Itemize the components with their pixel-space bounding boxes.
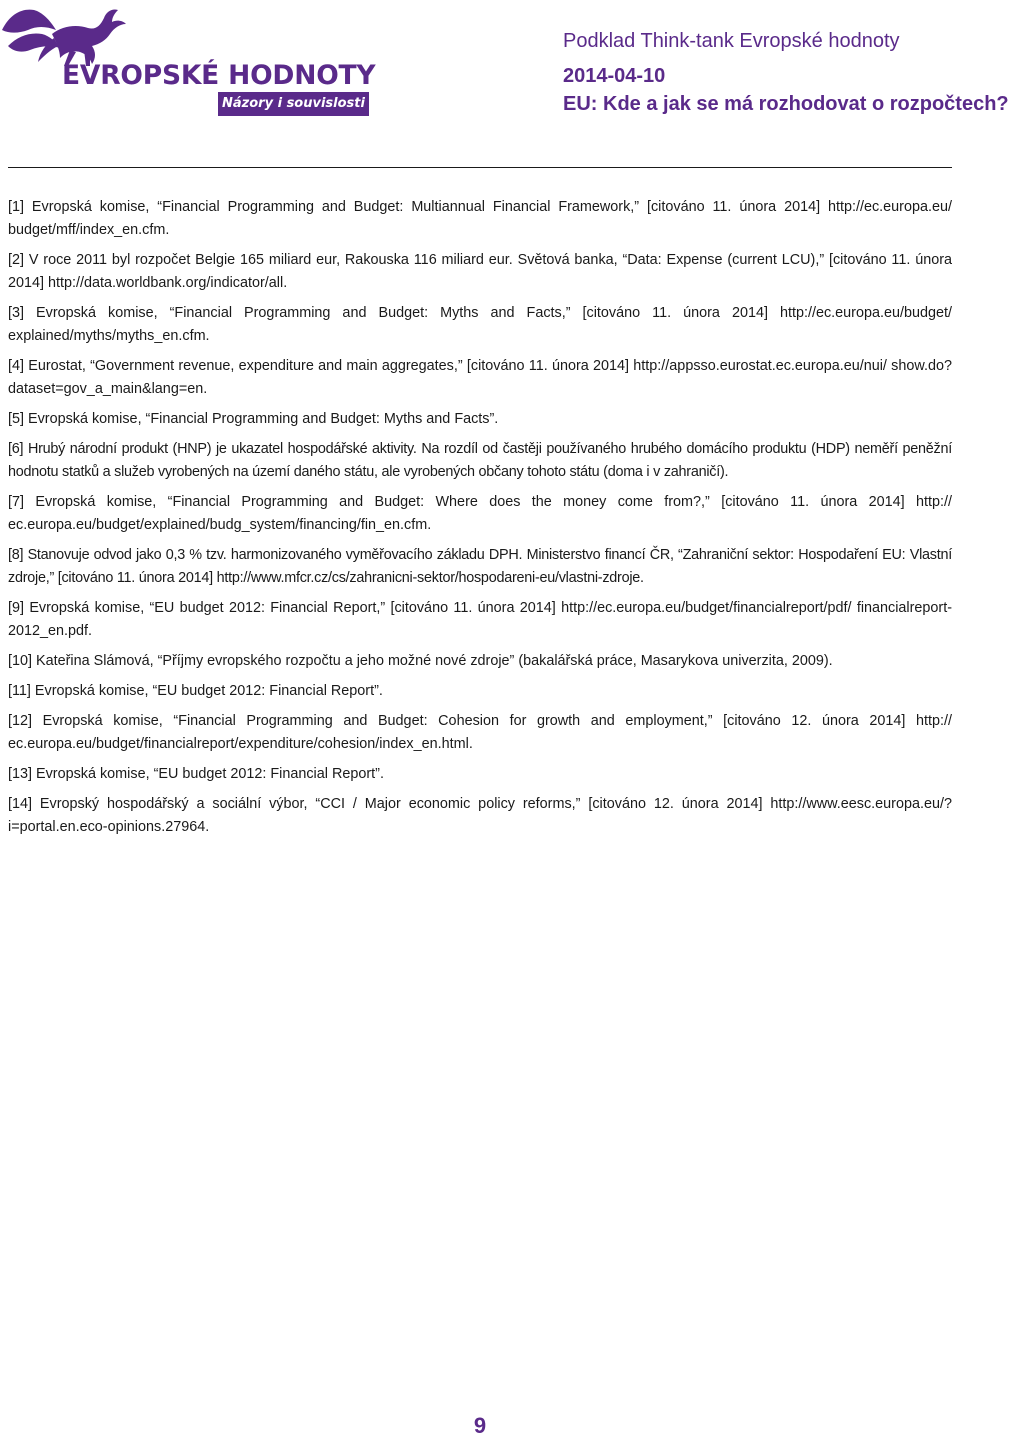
- document-date: 2014-04-10: [563, 65, 666, 87]
- endnote-11: [11] Evropská komise, “EU budget 2012: Financial Report”.: [8, 683, 383, 699]
- endnote-6: [6] Hrubý národní produkt (HNP) je ukazatel hospodářské aktivity. Na rozdíl od častěji používaného hrubého domácího produktu (HDP) neměří peněžní hodnotu statků a služeb vyrobených na území daného státu, ale vyrobených občany tohoto státu (doma i v zahraničí).: [8, 441, 952, 480]
- header-divider: [8, 167, 952, 168]
- document-topic: EU: Kde a jak se má rozhodovat o rozpočtech?: [563, 93, 1009, 115]
- endnote-5: [5] Evropská komise, “Financial Programming and Budget: Myths and Facts”.: [8, 411, 499, 427]
- endnote-4: [4] Eurostat, “Government revenue, expenditure and main aggregates,” [citováno 11. února 2014] http://appsso.eurostat.ec.europa.eu/nui/ show.do?dataset=gov_a_main&lang=en.: [8, 358, 952, 397]
- endnote-8: [8] Stanovuje odvod jako 0,3 % tzv. harmonizovaného vyměřovacího základu DPH. Ministerstvo financí ČR, “Zahraniční sektor: Hospodaření EU: Vlastní zdroje,” [citováno 11. února 2014] http://www.mfcr.cz/cs/zahranicni-sektor/hospodareni-eu/vlastni-zdroje.: [8, 547, 952, 586]
- logo: [0, 0, 380, 125]
- endnote-9: [9] Evropská komise, “EU budget 2012: Financial Report,” [citováno 11. února 2014] http://ec.europa.eu/budget/financialreport/pdf/ financialreport-2012_en.pdf.: [8, 600, 952, 639]
- endnote-14: [14] Evropský hospodářský a sociální výbor, “CCI / Major economic policy reforms,” [citováno 12. února 2014] http://www.eesc.europa.eu/? i=portal.en.eco-opinions.27964.: [8, 796, 952, 835]
- endnote-1: [1] Evropská komise, “Financial Programming and Budget: Multiannual Financial Framework,” [citováno 11. února 2014] http://ec.europa.eu/ budget/mff/index_en.cfm.: [8, 199, 952, 238]
- logo-tagline: Názory i souvislosti: [218, 92, 369, 116]
- endnote-13: [13] Evropská komise, “EU budget 2012: Financial Report”.: [8, 766, 384, 782]
- endnote-7: [7] Evropská komise, “Financial Programming and Budget: Where does the money come from?,” [citováno 11. února 2014] http:// ec.europa.eu/budget/explained/budg_system/financing/fin_en.cfm.: [8, 494, 952, 533]
- endnote-10: [10] Kateřina Slámová, “Příjmy evropského rozpočtu a jeho možné nové zdroje” (bakalářská práce, Masarykova univerzita, 2009).: [8, 653, 833, 669]
- page-header: [0, 0, 1009, 168]
- endnote-2: [2] V roce 2011 byl rozpočet Belgie 165 miliard eur, Rakouska 116 miliard eur. Světová banka, “Data: Expense (current LCU),” [citováno 11. února 2014] http://data.worldbank.org/indicator/all.: [8, 252, 952, 291]
- page-number: 9: [473, 1413, 487, 1438]
- endnotes: [8, 196, 952, 846]
- endnote-12: [12] Evropská komise, “Financial Programming and Budget: Cohesion for growth and employment,” [citováno 12. února 2014] http:// ec.europa.eu/budget/financialreport/expenditure/cohesion/index_en.html.: [8, 713, 952, 752]
- document-type: Podklad Think-tank Evropské hodnoty: [563, 30, 900, 52]
- endnote-3: [3] Evropská komise, “Financial Programming and Budget: Myths and Facts,” [citováno 11. února 2014] http://ec.europa.eu/budget/ explained/myths/myths_en.cfm.: [8, 305, 952, 344]
- logo-name: EVROPSKÉ HODNOTY: [62, 60, 376, 91]
